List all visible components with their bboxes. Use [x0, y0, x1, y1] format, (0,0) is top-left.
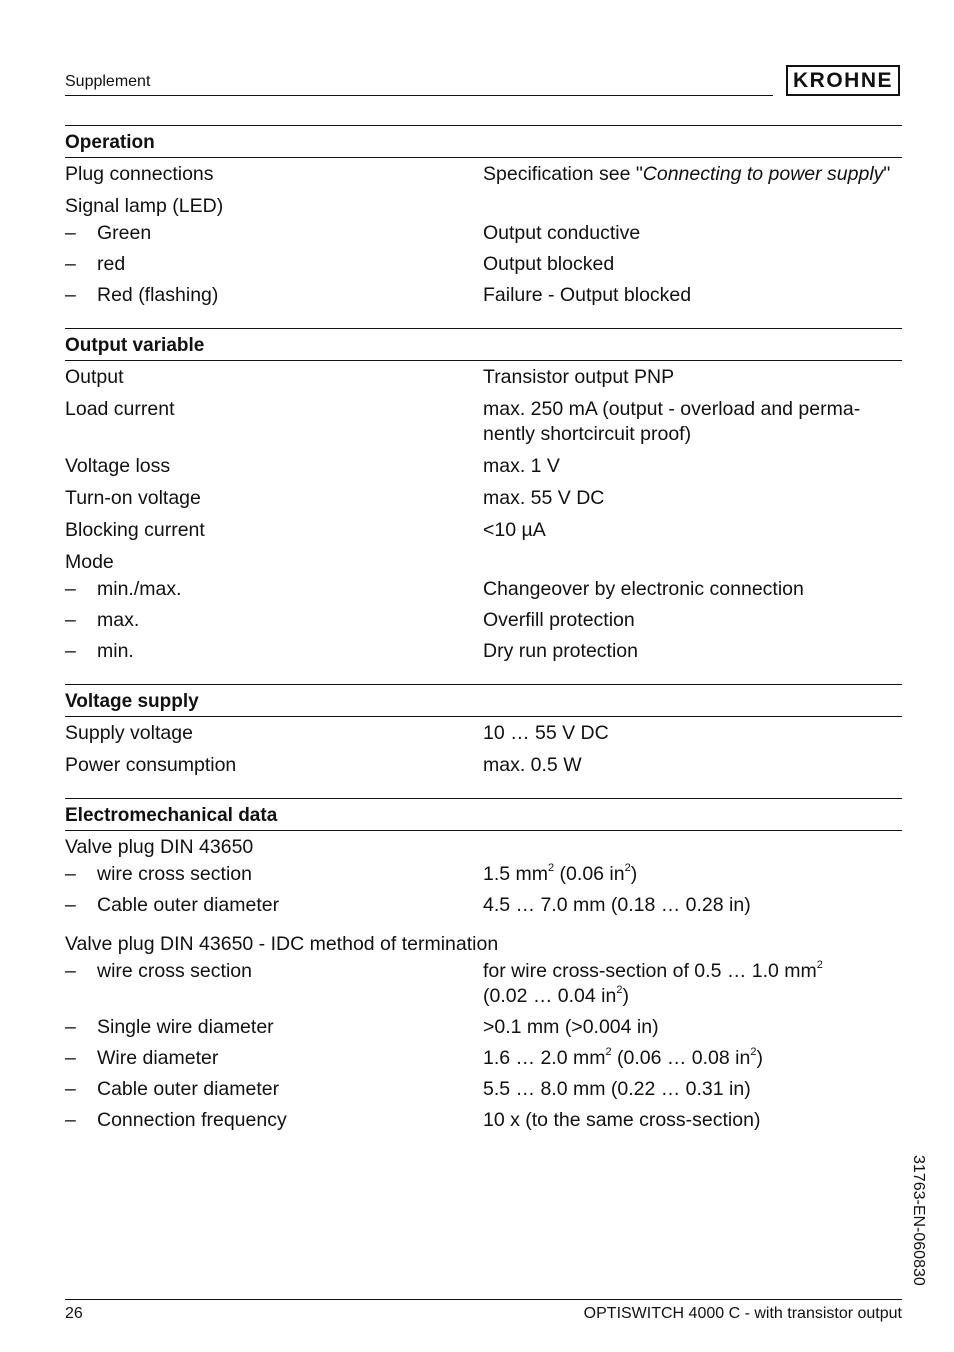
- spec-label: Output: [65, 366, 124, 388]
- spec-label: Supply voltage: [65, 722, 193, 744]
- spec-value: 1.6 … 2.0 $mm^2$ (0.06 … 0.08 $in^2$): [483, 1046, 763, 1069]
- spec-row: [65, 835, 902, 860]
- spec-value: 5.5 … 8.0 mm (0.22 … 0.31 in): [483, 1078, 751, 1100]
- dash-bullet: –: [65, 894, 76, 916]
- dash-bullet: –: [65, 1109, 76, 1131]
- dash-bullet: –: [65, 640, 76, 662]
- spec-label: Cable outer diameter: [97, 1078, 280, 1100]
- spec-label: Valve plug DIN 43650: [65, 836, 254, 858]
- spec-label: Signal lamp (LED): [65, 195, 224, 217]
- spec-subrow: [65, 283, 902, 308]
- spec-row: [65, 454, 902, 479]
- spec-label: Cable outer diameter: [97, 894, 280, 916]
- spec-subrow: [65, 577, 902, 602]
- spec-label: Plug connections: [65, 163, 214, 185]
- spec-row: [65, 721, 902, 746]
- spec-value: Dry run protection: [483, 640, 638, 662]
- dash-bullet: –: [65, 609, 76, 631]
- spec-label: wire cross section: [97, 960, 252, 982]
- krohne-logo: [786, 65, 900, 96]
- document-id: 31763-EN-060830: [910, 1155, 927, 1286]
- spec-subrow: [65, 862, 902, 887]
- spec-subrow: [65, 639, 902, 664]
- spec-value: Failure - Output blocked: [483, 284, 692, 306]
- spec-label: wire cross section: [97, 863, 252, 885]
- spec-label: min./max.: [97, 578, 182, 600]
- spec-value: 1.5 $mm^2$ (0.06 $in^2$): [483, 862, 638, 885]
- spec-label: Voltage loss: [65, 455, 171, 477]
- spec-value: for wire cross-section of 0.5 … 1.0 $mm^2$ (0.02 … 0.04 $in^2$): [483, 959, 823, 1007]
- page-number: 26: [65, 1305, 83, 1322]
- spec-label: Turn-on voltage: [65, 487, 201, 509]
- spec-value: Specification see "Connecting to power supply": [483, 163, 891, 185]
- dash-bullet: –: [65, 222, 76, 244]
- spec-label: Valve plug DIN 43650 - IDC method of termination: [65, 933, 499, 955]
- spec-subrow: [65, 608, 902, 633]
- spec-row: [65, 753, 902, 778]
- spec-label: Blocking current: [65, 519, 205, 541]
- spec-subrow: [65, 1015, 902, 1040]
- spec-label: Load current: [65, 398, 175, 420]
- section-title: Output variable: [65, 329, 902, 361]
- spec-subrow: [65, 221, 902, 246]
- section-electromechanical-data: [65, 798, 902, 1133]
- spec-value: Transistor output PNP: [483, 366, 675, 388]
- spec-label: min.: [97, 640, 134, 662]
- footer-rule: [65, 1299, 902, 1300]
- header-rule: [65, 95, 773, 96]
- section-output-variable: [65, 328, 902, 664]
- dash-bullet: –: [65, 1016, 76, 1038]
- spec-subrow: [65, 1046, 902, 1071]
- dash-bullet: –: [65, 960, 76, 982]
- dash-bullet: –: [65, 1078, 76, 1100]
- dash-bullet: –: [65, 284, 76, 306]
- spec-row: [65, 194, 902, 219]
- section-title: Operation: [65, 126, 902, 158]
- spec-content: [65, 125, 902, 1153]
- spec-row: [65, 486, 902, 511]
- spec-subrow: [65, 1108, 902, 1133]
- spec-label: Single wire diameter: [97, 1016, 274, 1038]
- spec-subrow: [65, 893, 902, 918]
- spec-value: max. 250 mA (output - overload and perma- nently shortcircuit proof): [483, 398, 861, 445]
- spec-subrow: [65, 959, 902, 1009]
- dash-bullet: –: [65, 578, 76, 600]
- spec-label: Power consumption: [65, 754, 237, 776]
- spec-value: Overfill protection: [483, 609, 635, 631]
- spec-label: Red (flashing): [97, 284, 219, 306]
- spec-row: [65, 365, 902, 390]
- dash-bullet: –: [65, 863, 76, 885]
- spec-label: red: [97, 253, 126, 275]
- footer-title: OPTISWITCH 4000 C - with transistor output: [583, 1305, 902, 1322]
- section-voltage-supply: [65, 684, 902, 778]
- cross-reference: Connecting to power supply: [642, 163, 884, 185]
- spec-value: <10 µA: [483, 519, 546, 541]
- spec-label: Mode: [65, 551, 114, 573]
- spec-row: [65, 518, 902, 543]
- spec-value: max. 55 V DC: [483, 487, 605, 509]
- spec-label: Connection frequency: [97, 1109, 287, 1131]
- spec-value: 10 x (to the same cross-section): [483, 1109, 761, 1131]
- running-header: Supplement: [65, 73, 151, 90]
- spec-row: [65, 932, 902, 957]
- dash-bullet: –: [65, 1047, 76, 1069]
- spec-label: Green: [97, 222, 152, 244]
- spec-value: Output blocked: [483, 253, 615, 275]
- section-operation: [65, 125, 902, 308]
- spec-row: [65, 550, 902, 575]
- spec-value: max. 1 V: [483, 455, 560, 477]
- section-title: Electromechanical data: [65, 799, 902, 831]
- spec-value: 10 … 55 V DC: [483, 722, 609, 744]
- spec-value: Changeover by electronic connection: [483, 578, 804, 600]
- logo-text: KROHNE: [792, 68, 893, 92]
- spec-subrow: [65, 252, 902, 277]
- spec-subrow: [65, 1077, 902, 1102]
- spec-row: [65, 162, 902, 187]
- spec-row: [65, 397, 902, 447]
- spec-value: >0.1 mm (>0.004 in): [483, 1016, 659, 1038]
- dash-bullet: –: [65, 253, 76, 275]
- spec-value: 4.5 … 7.0 mm (0.18 … 0.28 in): [483, 894, 751, 916]
- section-title: Voltage supply: [65, 685, 902, 717]
- spec-label: Wire diameter: [97, 1047, 219, 1069]
- spec-value: Output conductive: [483, 222, 641, 244]
- spec-label: max.: [97, 609, 140, 631]
- spec-value: max. 0.5 W: [483, 754, 582, 776]
